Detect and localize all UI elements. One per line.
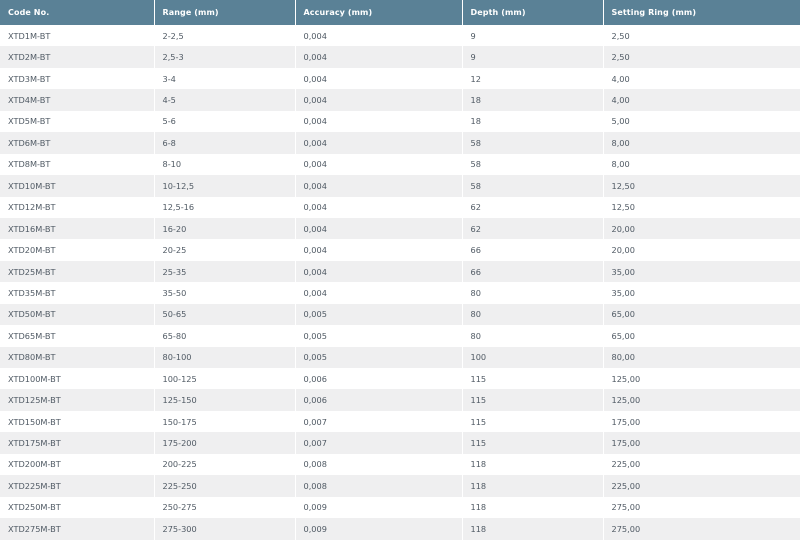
- cell-accuracy: 0,005: [295, 325, 462, 346]
- cell-setting-ring: 20,00: [603, 239, 800, 260]
- cell-range: 16-20: [154, 218, 295, 239]
- cell-accuracy: 0,004: [295, 197, 462, 218]
- cell-depth: 9: [462, 46, 603, 67]
- cell-range: 3-4: [154, 68, 295, 89]
- cell-depth: 58: [462, 154, 603, 175]
- cell-range: 275-300: [154, 518, 295, 539]
- cell-range: 125-150: [154, 389, 295, 410]
- cell-accuracy: 0,005: [295, 304, 462, 325]
- cell-accuracy: 0,008: [295, 475, 462, 496]
- cell-code-no: XTD6M-BT: [0, 132, 154, 153]
- cell-range: 225-250: [154, 475, 295, 496]
- cell-range: 2-2,5: [154, 25, 295, 46]
- cell-code-no: XTD80M-BT: [0, 347, 154, 368]
- cell-setting-ring: 12,50: [603, 175, 800, 196]
- cell-code-no: XTD100M-BT: [0, 368, 154, 389]
- cell-depth: 118: [462, 475, 603, 496]
- table-row[interactable]: [0, 175, 800, 196]
- cell-accuracy: 0,004: [295, 25, 462, 46]
- cell-accuracy: 0,004: [295, 282, 462, 303]
- cell-setting-ring: 80,00: [603, 347, 800, 368]
- table-row[interactable]: [0, 304, 800, 325]
- cell-accuracy: 0,004: [295, 239, 462, 260]
- cell-depth: 66: [462, 261, 603, 282]
- table-row[interactable]: [0, 239, 800, 260]
- cell-accuracy: 0,004: [295, 89, 462, 110]
- cell-accuracy: 0,009: [295, 497, 462, 518]
- table-row[interactable]: [0, 518, 800, 539]
- cell-code-no: XTD35M-BT: [0, 282, 154, 303]
- cell-depth: 66: [462, 239, 603, 260]
- table-row[interactable]: [0, 197, 800, 218]
- cell-range: 100-125: [154, 368, 295, 389]
- cell-depth: 58: [462, 175, 603, 196]
- cell-setting-ring: 2,50: [603, 25, 800, 46]
- cell-range: 4-5: [154, 89, 295, 110]
- cell-setting-ring: 35,00: [603, 282, 800, 303]
- cell-setting-ring: 4,00: [603, 89, 800, 110]
- cell-accuracy: 0,005: [295, 347, 462, 368]
- cell-range: 150-175: [154, 411, 295, 432]
- header-code-no[interactable]: Code No.: [0, 0, 154, 25]
- cell-setting-ring: 225,00: [603, 454, 800, 475]
- cell-code-no: XTD5M-BT: [0, 111, 154, 132]
- cell-code-no: XTD20M-BT: [0, 239, 154, 260]
- cell-code-no: XTD4M-BT: [0, 89, 154, 110]
- table-row[interactable]: [0, 218, 800, 239]
- cell-setting-ring: 2,50: [603, 46, 800, 67]
- cell-range: 5-6: [154, 111, 295, 132]
- cell-depth: 58: [462, 132, 603, 153]
- table-row[interactable]: [0, 111, 800, 132]
- cell-range: 50-65: [154, 304, 295, 325]
- header-range[interactable]: Range (mm): [154, 0, 295, 25]
- header-row: [0, 0, 800, 25]
- cell-code-no: XTD16M-BT: [0, 218, 154, 239]
- cell-setting-ring: 8,00: [603, 132, 800, 153]
- cell-code-no: XTD2M-BT: [0, 46, 154, 67]
- table-row[interactable]: [0, 325, 800, 346]
- cell-range: 10-12,5: [154, 175, 295, 196]
- cell-setting-ring: 275,00: [603, 518, 800, 539]
- cell-setting-ring: 4,00: [603, 68, 800, 89]
- cell-code-no: XTD12M-BT: [0, 197, 154, 218]
- cell-depth: 100: [462, 347, 603, 368]
- cell-range: 20-25: [154, 239, 295, 260]
- table-row[interactable]: [0, 282, 800, 303]
- cell-code-no: XTD10M-BT: [0, 175, 154, 196]
- cell-accuracy: 0,004: [295, 175, 462, 196]
- cell-setting-ring: 125,00: [603, 368, 800, 389]
- cell-depth: 118: [462, 454, 603, 475]
- cell-depth: 18: [462, 89, 603, 110]
- cell-code-no: XTD3M-BT: [0, 68, 154, 89]
- cell-accuracy: 0,004: [295, 68, 462, 89]
- table-row[interactable]: [0, 132, 800, 153]
- cell-range: 200-225: [154, 454, 295, 475]
- cell-depth: 12: [462, 68, 603, 89]
- cell-range: 80-100: [154, 347, 295, 368]
- cell-accuracy: 0,006: [295, 368, 462, 389]
- cell-code-no: XTD175M-BT: [0, 432, 154, 453]
- table-row[interactable]: [0, 454, 800, 475]
- cell-accuracy: 0,007: [295, 411, 462, 432]
- cell-setting-ring: 275,00: [603, 497, 800, 518]
- cell-setting-ring: 175,00: [603, 411, 800, 432]
- header-depth[interactable]: Depth (mm): [462, 0, 603, 25]
- table-row[interactable]: [0, 497, 800, 518]
- cell-range: 12,5-16: [154, 197, 295, 218]
- cell-range: 250-275: [154, 497, 295, 518]
- cell-accuracy: 0,006: [295, 389, 462, 410]
- cell-code-no: XTD225M-BT: [0, 475, 154, 496]
- cell-range: 25-35: [154, 261, 295, 282]
- cell-accuracy: 0,007: [295, 432, 462, 453]
- header-setting-ring[interactable]: Setting Ring (mm): [603, 0, 800, 25]
- cell-code-no: XTD150M-BT: [0, 411, 154, 432]
- cell-range: 8-10: [154, 154, 295, 175]
- cell-code-no: XTD50M-BT: [0, 304, 154, 325]
- cell-range: 6-8: [154, 132, 295, 153]
- table-row[interactable]: [0, 25, 800, 46]
- cell-accuracy: 0,004: [295, 261, 462, 282]
- cell-code-no: XTD275M-BT: [0, 518, 154, 539]
- cell-accuracy: 0,004: [295, 218, 462, 239]
- table-row[interactable]: [0, 368, 800, 389]
- cell-accuracy: 0,004: [295, 111, 462, 132]
- cell-depth: 80: [462, 282, 603, 303]
- cell-range: 175-200: [154, 432, 295, 453]
- cell-code-no: XTD25M-BT: [0, 261, 154, 282]
- cell-setting-ring: 20,00: [603, 218, 800, 239]
- table-row[interactable]: [0, 154, 800, 175]
- cell-depth: 115: [462, 432, 603, 453]
- cell-setting-ring: 35,00: [603, 261, 800, 282]
- cell-code-no: XTD8M-BT: [0, 154, 154, 175]
- cell-setting-ring: 65,00: [603, 304, 800, 325]
- cell-range: 65-80: [154, 325, 295, 346]
- table-body: [0, 25, 800, 540]
- cell-code-no: XTD200M-BT: [0, 454, 154, 475]
- cell-depth: 115: [462, 411, 603, 432]
- cell-setting-ring: 65,00: [603, 325, 800, 346]
- table-row[interactable]: [0, 389, 800, 410]
- table-row[interactable]: [0, 432, 800, 453]
- cell-range: 2,5-3: [154, 46, 295, 67]
- table-row[interactable]: [0, 475, 800, 496]
- cell-depth: 80: [462, 304, 603, 325]
- cell-setting-ring: 12,50: [603, 197, 800, 218]
- cell-range: 35-50: [154, 282, 295, 303]
- cell-accuracy: 0,008: [295, 454, 462, 475]
- cell-depth: 118: [462, 518, 603, 539]
- cell-setting-ring: 225,00: [603, 475, 800, 496]
- table-row[interactable]: [0, 411, 800, 432]
- cell-depth: 80: [462, 325, 603, 346]
- table-row[interactable]: [0, 68, 800, 89]
- cell-setting-ring: 125,00: [603, 389, 800, 410]
- cell-setting-ring: 8,00: [603, 154, 800, 175]
- cell-code-no: XTD125M-BT: [0, 389, 154, 410]
- cell-accuracy: 0,004: [295, 46, 462, 67]
- cell-depth: 118: [462, 497, 603, 518]
- cell-depth: 115: [462, 368, 603, 389]
- cell-accuracy: 0,009: [295, 518, 462, 539]
- cell-depth: 18: [462, 111, 603, 132]
- cell-code-no: XTD250M-BT: [0, 497, 154, 518]
- table-row[interactable]: [0, 347, 800, 368]
- cell-code-no: XTD65M-BT: [0, 325, 154, 346]
- header-accuracy[interactable]: Accuracy (mm): [295, 0, 462, 25]
- cell-setting-ring: 5,00: [603, 111, 800, 132]
- table-row[interactable]: [0, 89, 800, 110]
- cell-depth: 62: [462, 197, 603, 218]
- cell-depth: 62: [462, 218, 603, 239]
- cell-code-no: XTD1M-BT: [0, 25, 154, 46]
- table-header: [0, 0, 800, 25]
- cell-setting-ring: 175,00: [603, 432, 800, 453]
- cell-depth: 9: [462, 25, 603, 46]
- table-row[interactable]: [0, 46, 800, 67]
- cell-accuracy: 0,004: [295, 132, 462, 153]
- cell-accuracy: 0,004: [295, 154, 462, 175]
- table-row[interactable]: [0, 261, 800, 282]
- cell-depth: 115: [462, 389, 603, 410]
